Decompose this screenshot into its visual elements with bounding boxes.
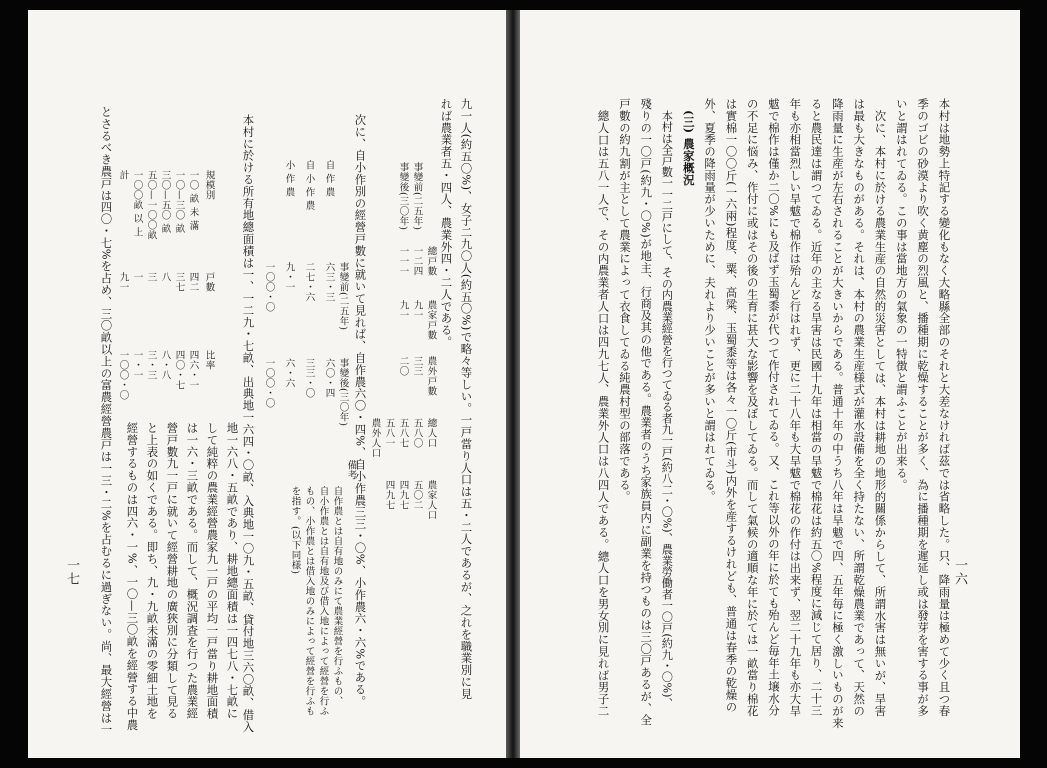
table-header: 農家戸數 [425,300,437,340]
table-cell: 一一一 [397,246,409,276]
text-line: 總人口は五八一人で、その内農業者人口は四九七人、農業外人口は八四人である。總人口を男女別に見れば男子二 [596,110,611,717]
table-cell: 八 [159,272,171,282]
table-cell: 一〇〇・〇 [263,358,275,408]
text-line: いと謂はれてゐる。この事は當地方の氣象の一特徴と謂ふことが出来る。 [894,98,909,491]
table-row: 計 [117,170,129,180]
text-line: は一六・三畝である。而して、概況調査を行つた農業經 [185,422,200,720]
left-page [28,10,506,758]
table-cell: 一〇〇・〇 [263,262,275,312]
text-line: 次に、自小作別の經營戸數に就いて見れば、自作農六〇・四%、自小作農三三・〇%、小作農六・六%である。 [353,114,368,708]
table-cell: 九・一 [283,262,295,292]
table-cell: 三・三 [145,350,157,380]
page-number: 一七 [64,558,79,586]
table-cell: 六・六 [283,358,295,388]
table-cell: 一 [131,272,143,282]
table-header: 農外人口 [369,418,381,458]
table-row: 一〇—三〇 畝 [173,170,185,234]
table-header: 事變前(二五年) [337,262,349,331]
table-cell: 四二 [187,272,199,292]
table-cell: 二〇 [397,356,409,376]
table-cell: 五〇二 [411,480,423,510]
table-cell: 四九七 [383,480,395,510]
table-cell: 四〇・七 [173,350,185,390]
table-cell: 一〇〇・〇 [117,350,129,400]
table-cell: 二七・六 [303,262,315,302]
text-line: 降雨量に生産が左右されることが大きいからである。普通十年の中うち八年は旱魃で四、五年毎に極く激しいものが来 [830,98,845,729]
text-line: 營戸數九一戸に就いて經營耕地の廣狹別に分類して見る [165,422,180,720]
table-cell: 九一 [411,300,423,320]
table-row: 小 作 農 [283,160,295,198]
table-cell: 六〇・四 [323,358,335,398]
table-header: 比率 [203,350,215,370]
table-cell: 四九七 [397,480,409,510]
text-line: は實棉一〇〇斤(一六兩)程度、粟、高粱、玉蜀黍等は各々一〇斤(市斗)内外を産するけれども、普通は春季の乾燥の [724,98,739,713]
table-cell: 一二四 [411,246,423,276]
table-header: 農外戸數 [425,356,437,396]
text-line: とさるべき農戸は四〇・七%を占め、三〇畝以上の富農經營農戸は一三・二%を占むるに過ぎない。尚、最大經營は一 [99,106,114,736]
table-cell: 八・八 [159,350,171,380]
table-header: 農家人口 [425,480,437,520]
text-line: 戸數の約九割が主として農業によって衣食してゐる純農村型の部落である。 [617,98,632,503]
text-line: 次に、本村に於ける農業生産の自然的災害としては、本村は耕地の地形的關係からして、所謂水害は無いが、旱害 [873,110,888,717]
text-line: れば農業者五・四人、農業外四・二人である。 [439,98,454,348]
table-note: 自作農とは自有地のみにて農業經營を行ふもの、 [331,486,343,706]
table-row: 一〇〇畝 以 上 [131,170,143,238]
table-header: 戸數 [203,272,215,292]
right-page [520,10,1020,758]
text-line: と上表の如くである。即ち、九・九畝未滿の零細土地を [145,422,160,720]
table-cell: 九一 [117,272,129,292]
table-row: 一〇 畝 未 滿 [187,170,199,231]
text-line: の不足に悩み、作付に或はその後の生育に甚大な影響を及ぼしてゐる。而して氣候の適順な年に於ては一畝當り棉花 [745,98,760,717]
table-cell: 三 [145,272,157,282]
section-heading: (三) 農家概況 [681,110,696,186]
text-line: は最も大きなものがある。それは、本村の農業生産様式が灌水設備を全く持たない、所謂乾燥農業であって、天然の [852,98,867,717]
table-cell: 五八一 [383,418,395,448]
table-cell: 一・一 [131,350,143,380]
text-line: 本村に於ける所有地總面積は一、一二九・七畝、出典地一六四・〇畝、入典地一〇九・五畝、貸付地三六〇畝、借入 [241,114,256,733]
table-row: 三〇—五〇 畝 [159,170,171,234]
table-cell: 四六・一 [187,350,199,390]
table-header: 規模別 [203,170,215,200]
text-line: 外、夏季の降雨量が少いために、夫れより少いことが多いと謂はれてゐる。 [703,98,718,503]
table-cell: 五八〇 [411,418,423,448]
text-line: 殘りの一〇戸(約九・〇%)が地主、行商及其の他である。農業者のうち家族員内に副業を持つものは三〇戸あるが、全 [639,98,654,727]
text-line: 經營するものは四六・一%、一〇—三〇畝を經營する中農 [125,422,140,731]
table-row: 事變前(二五年) [411,162,423,231]
text-line: 本村は地勢上特記する變化もなく大略縣全部のそれと大差なければ茲では省略した。只、降雨量は極めて少く且つ春 [937,98,952,717]
table-row: 五〇—一〇〇畝 [145,170,157,240]
text-line: 九一人(約五〇%)、女子二九〇人(約五〇%)で略々等しい。一戸當り人口は五・二人であるが、之れを職業別に見 [459,98,474,700]
text-line: 地一六八・五畝であり、耕地總面積は一四七八・七畝に [225,422,240,720]
text-line: して純粹の農業經營農家九一戸の平均一戸當り耕地面積 [205,422,220,720]
table-note: 備考 [345,460,357,480]
table-header: 事變後(三〇年) [337,358,349,427]
table-header: 總戸數 [425,246,437,276]
table-row: 自 小 作 農 [303,160,315,211]
table-note: を指す。(以下同様) [289,486,301,575]
table-note: もの、小作農とは借入地のみによって經營を行ふも [303,486,315,716]
table-cell: 三七 [173,272,185,292]
text-line: ると農民達は謂つてゐる。近年の主なる旱害は民國十九年は相當の旱魃で棉花は約五〇%程度に減じて居り、二十三 [809,98,824,717]
table-note: 自小作農とは自有地及び借入地によって經營を行ふ [317,486,329,716]
table-cell: 三三・〇 [303,358,315,398]
text-line: 魃で棉作は僅か二〇%にも及ばず玉蜀黍が代つて作付されてゐる。又、これ等以外の年に於ても殆んど毎年土壌水分 [767,98,781,717]
text-line: 本村は全戸數一一二戸にして、その内農業經營を行つてゐる者九一戸(約八二・〇%)、農業勞働者一〇戸(約九・〇%)、 [660,110,674,709]
table-cell: 九一 [397,300,409,320]
table-cell: 五八七 [397,418,409,448]
page-number: 一六 [952,558,967,586]
text-line: 年も亦相當烈しい旱魃で棉作は殆んど行はれず、更に二十八年も大旱魃で棉花の作付は出来ず、翌二十九年も亦大旱 [788,98,803,717]
table-row: 自 作 農 [323,160,335,198]
text-line: 季のゴビの砂漠より吹く黄塵の烈風と、播種期に乾燥することが多く、為に播種期を遲延し或は發芽を害する事が多 [916,98,931,717]
table-cell: 三三 [411,356,423,376]
table-cell: 六三・三 [323,262,335,302]
book-spine [506,10,520,758]
table-row: 事變後(三〇年) [397,162,409,231]
table-header: 總人口 [425,418,437,448]
